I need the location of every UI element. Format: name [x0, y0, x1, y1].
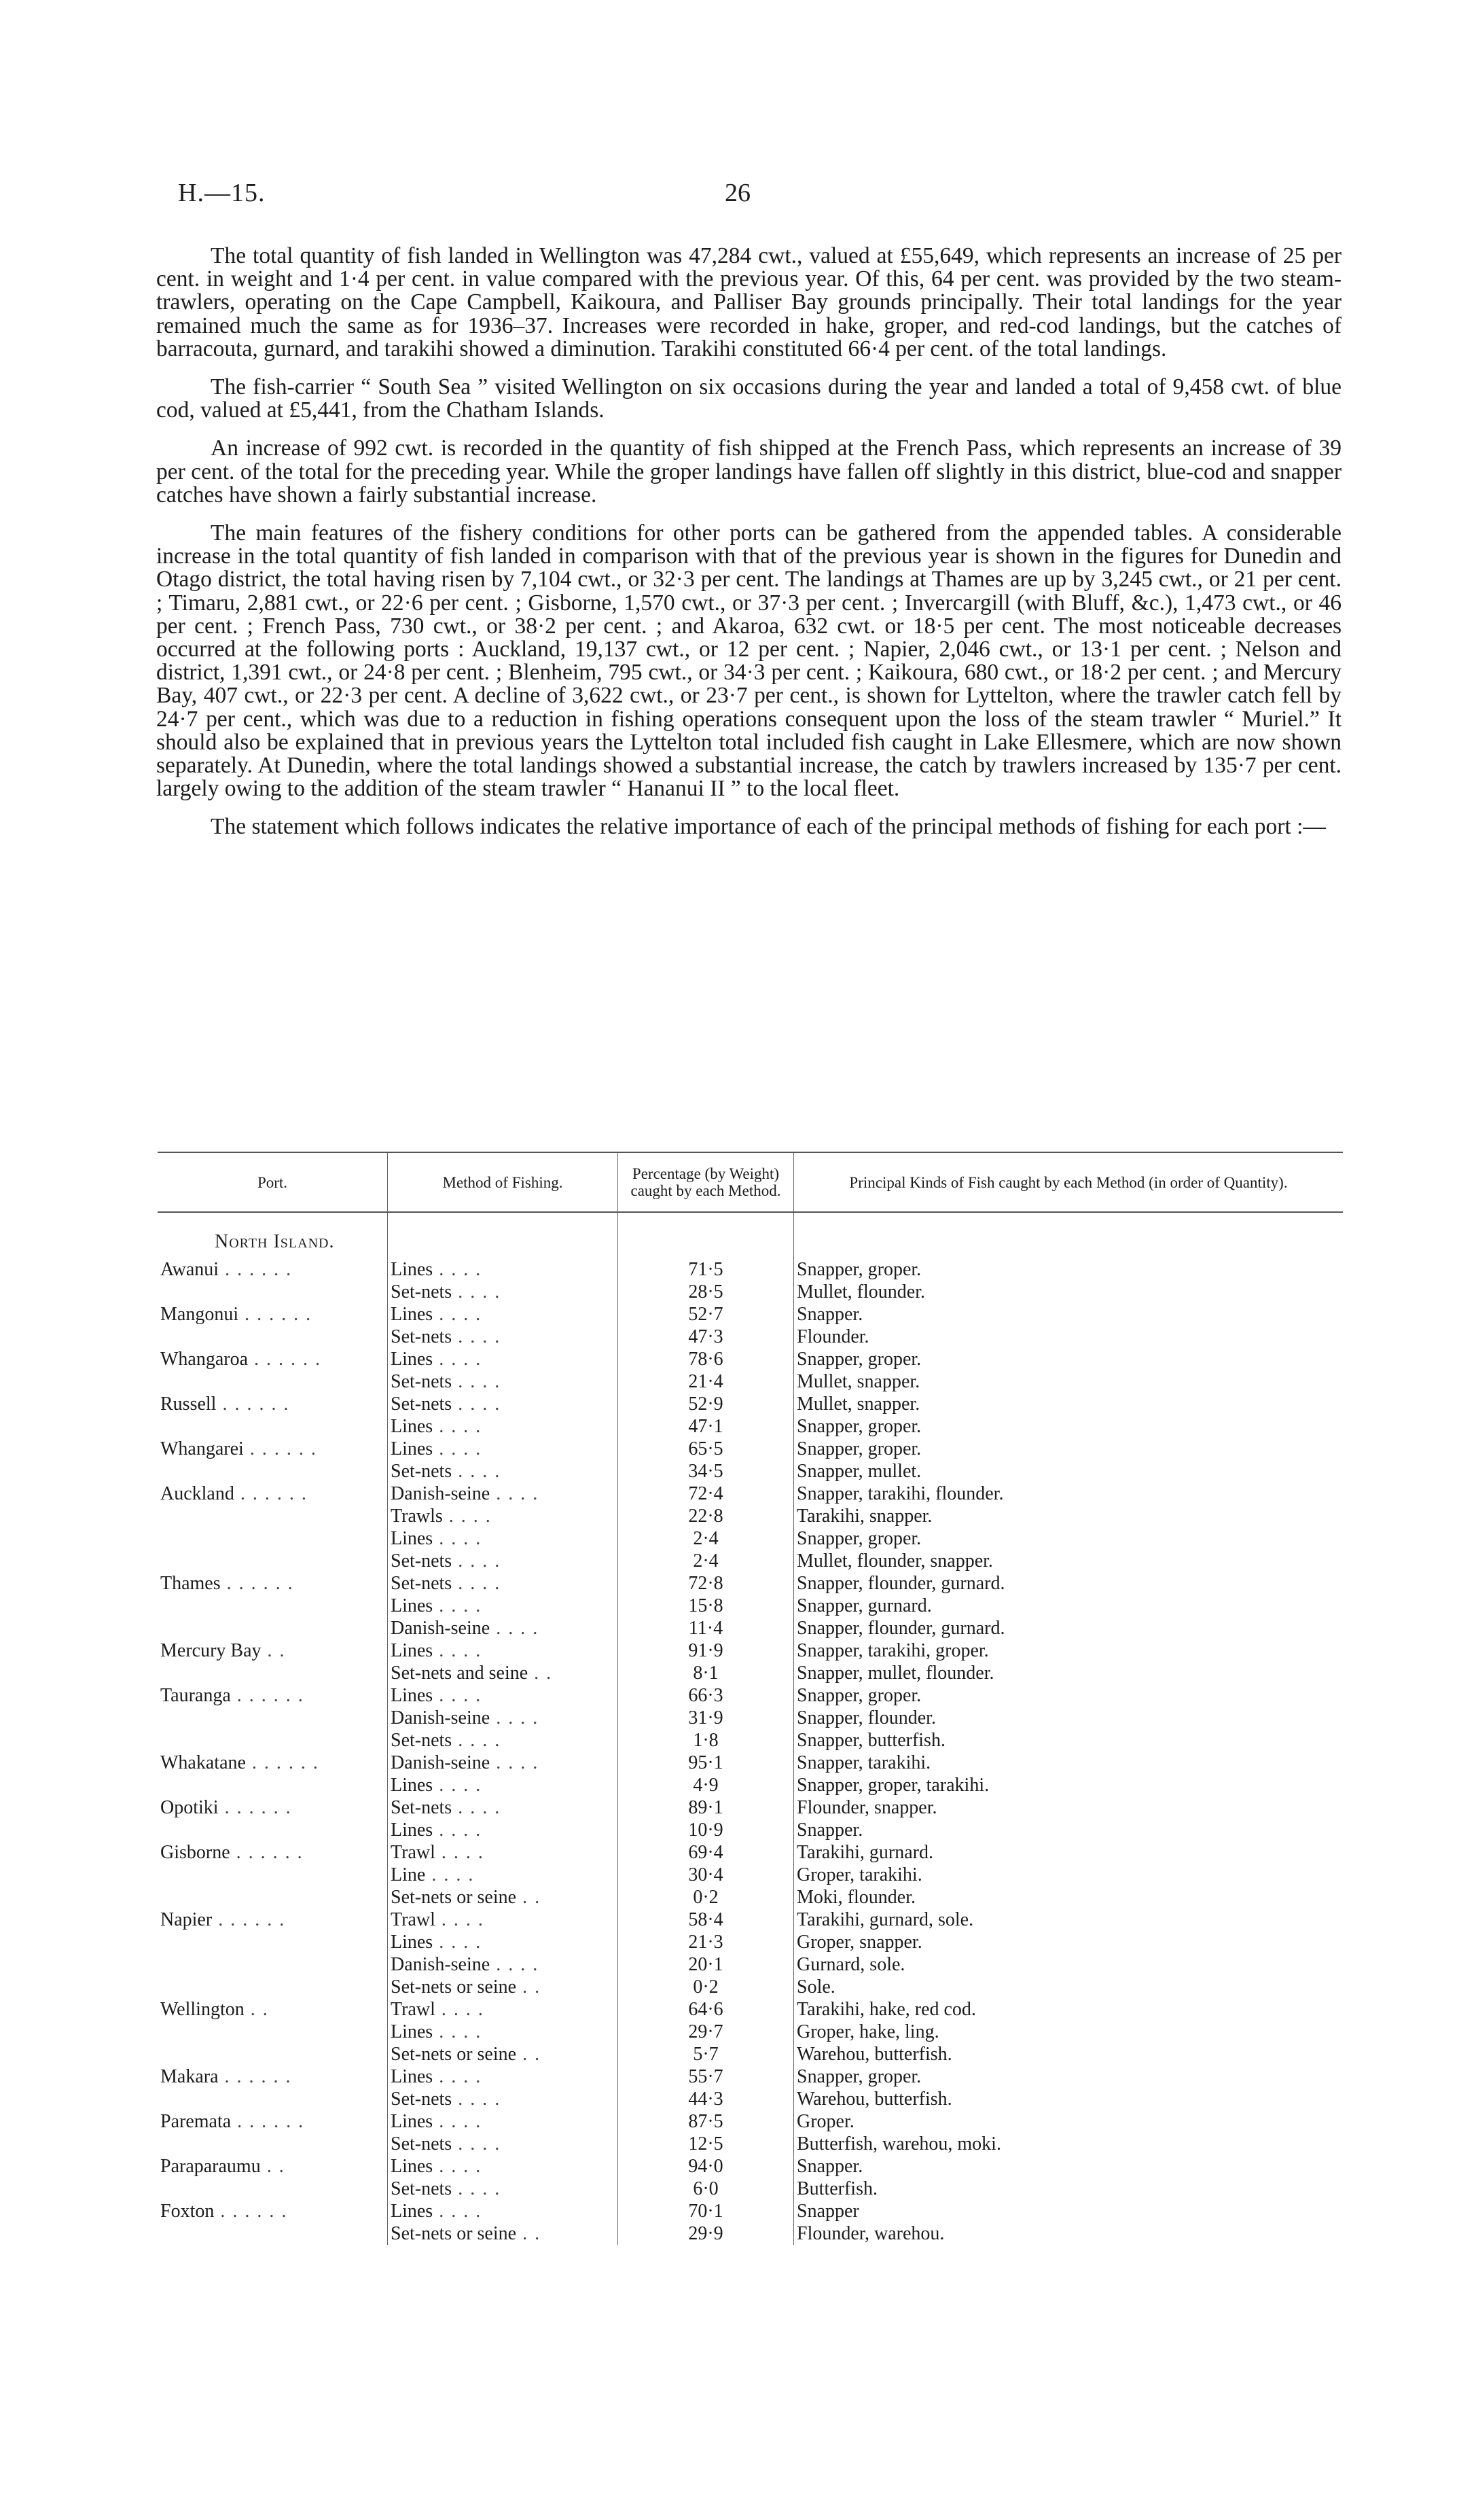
cell-method: Trawl [391, 1842, 435, 1863]
leader-dots: . . . . . . [230, 1842, 304, 1863]
table-row [158, 1595, 1343, 1617]
table-row [158, 2178, 1343, 2200]
cell-kinds: Snapper, groper. [794, 1527, 1344, 1550]
cell-method: Set-nets and seine [391, 1663, 528, 1684]
paragraph-other-ports: The main features of the fishery conditions for other ports can be gathered from the appended tables. A considerable increase in the total quantity of fish landed in comparison with that of the previous year is shown in the figures for Dunedin and Otago district, the total having risen by 7,104 cwt., or 32·3 per cent. The landings at Thames are up by 3,245 cwt., or 21 per cent. ; Timaru, 2,881 cwt., or 22·6 per cent. ; Gisborne, 1,570 cwt., or 37·3 per cent. ; Invercargill (with Bluff, &c.), 1,473 cwt., or 46 per cent. ; French Pass, 730 cwt., or 38·2 per cent. ; and Akaroa, 632 cwt. or 18·5 per cent. The most noticeable decreases occurred at the following ports : Auckland, 19,137 cwt., or 12 per cent. ; Napier, 2,046 cwt., or 13·1 per cent. ; Nelson and district, 1,391 cwt., or 24·8 per cent. ; Blenheim, 795 cwt., or 34·3 per cent. ; Kaikoura, 680 cwt., or 18·2 per cent. ; and Mercury Bay, 407 cwt., or 22·3 per cent. A decline of 3,622 cwt., or 23·7 per cent., is shown for Lyttelton, where the trawler catch fell by 24·7 per cent., which was due to a reduction in fishing operations consequent upon the loss of the steam trawler “ Muriel.” It should also be explained that in previous years the Lyttelton total included fish caught in Lake Ellesmere, which are now shown separately. At Dunedin, where the total landings showed a substantial increase, the catch by trawlers increased by 135·7 per cent. largely owing to the addition of the steam trawler “ Hananui II ” to the local fleet. [156, 520, 1342, 802]
paragraph-south-sea: The fish-carrier “ South Sea ” visited Wellington on six occasions during the year and landed a total of 9,458 cwt. of blue cod, valued at £5,441, from the Chatham Islands. [156, 374, 1342, 423]
cell-kinds: Snapper, groper. [794, 1415, 1344, 1438]
cell-percentage: 55·7 [618, 2065, 794, 2088]
cell-method: Lines [391, 1349, 433, 1370]
cell-percentage: 21·4 [618, 1370, 794, 1393]
leader-dots: . . . . [452, 1797, 501, 1818]
cell-kinds: Snapper. [794, 2155, 1344, 2178]
cell-percentage: 64·6 [618, 1998, 794, 2021]
cell-percentage: 44·3 [618, 2088, 794, 2110]
cell-method: Lines [391, 1685, 433, 1706]
table-row [158, 2110, 1343, 2133]
cell-percentage: 11·4 [618, 1617, 794, 1639]
cell-method: Lines [391, 2021, 433, 2042]
cell-kinds: Warehou, butterfish. [794, 2043, 1344, 2065]
cell-method: Lines [391, 2111, 433, 2132]
leader-dots: . . . . [452, 1394, 501, 1415]
leader-dots: . . [516, 2223, 541, 2244]
table-header-row [158, 1152, 1343, 1212]
cell-method: Trawls [391, 1506, 443, 1527]
leader-dots: . . . . [433, 1349, 482, 1370]
leader-dots: . . . . [433, 1595, 482, 1616]
cell-percentage: 52·7 [618, 1303, 794, 1326]
paragraph-french-pass: An increase of 992 cwt. is recorded in the quantity of fish shipped at the French Pass, which represents an increase of 39 per cent. of the total for the preceding year. While the groper landings have fallen off slightly in this district, blue-cod and snapper catches have shown a fairly substantial increase. [156, 436, 1342, 508]
cell-port: Napier [160, 1909, 213, 1930]
cell-method: Set-nets [391, 1394, 452, 1415]
cell-method: Lines [391, 1438, 433, 1459]
table-row [158, 1617, 1343, 1639]
cell-port: Paremata [160, 2111, 232, 2132]
leader-dots: . . . . [433, 2201, 482, 2222]
leader-dots: . . . . [425, 1864, 475, 1885]
cell-kinds: Snapper, gurnard. [794, 1595, 1344, 1617]
cell-kinds: Snapper, groper. [794, 2065, 1344, 2088]
cell-percentage: 91·9 [618, 1639, 794, 1662]
cell-method: Set-nets [391, 1461, 452, 1482]
cell-method: Set-nets [391, 2178, 452, 2199]
leader-dots: . . . . . . [212, 1909, 286, 1930]
cell-kinds: Tarakihi, snapper. [794, 1505, 1344, 1527]
cell-port: Opotiki [160, 1797, 219, 1818]
leader-dots: . . . . [433, 1259, 482, 1280]
cell-percentage: 47·3 [618, 1326, 794, 1348]
leader-dots: . . . . [433, 2156, 482, 2177]
cell-port: Wellington [160, 1999, 245, 2020]
cell-method: Lines [391, 2156, 433, 2177]
table-row [158, 1774, 1343, 1796]
cell-percentage: 29·9 [618, 2222, 794, 2245]
leader-dots: . . [244, 1999, 269, 2020]
leader-dots: . . . . . . [214, 2201, 288, 2222]
cell-percentage: 31·9 [618, 1707, 794, 1729]
cell-method: Set-nets or seine [391, 1976, 517, 1998]
leader-dots: . . . . . . [245, 1752, 319, 1773]
cell-method: Set-nets [391, 1281, 452, 1302]
table-row [158, 1326, 1343, 1348]
cell-port: Whangaroa [160, 1349, 249, 1370]
cell-method: Lines [391, 2066, 433, 2087]
leader-dots: . . . . [433, 1685, 482, 1706]
cell-kinds: Butterfish. [794, 2178, 1344, 2200]
leader-dots: . . [260, 2156, 285, 2177]
cell-percentage: 0·2 [618, 1976, 794, 1998]
leader-dots: . . . . . . [234, 1483, 308, 1504]
cell-port: Awanui [160, 1259, 219, 1280]
document-reference: H.—15. [178, 179, 266, 207]
table-row [158, 1415, 1343, 1438]
cell-port: Makara [160, 2066, 219, 2087]
table-row [158, 1752, 1343, 1774]
column-header-method: Method of Fishing. [388, 1152, 618, 1212]
leader-dots: . . . . [433, 1820, 482, 1841]
cell-percentage: 95·1 [618, 1752, 794, 1774]
table-row [158, 1483, 1343, 1505]
leader-dots: . . . . [490, 1707, 539, 1728]
cell-port: Gisborne [160, 1842, 230, 1863]
table-row [158, 1819, 1343, 1841]
cell-kinds: Snapper, groper. [794, 1438, 1344, 1460]
leader-dots: . . . . [452, 2133, 501, 2154]
cell-method: Lines [391, 1595, 433, 1616]
table-row [158, 2043, 1343, 2065]
cell-port: Whakatane [160, 1752, 246, 1773]
cell-kinds: Groper. [794, 2110, 1344, 2133]
cell-percentage: 72·4 [618, 1483, 794, 1505]
cell-percentage: 66·3 [618, 1684, 794, 1707]
leader-dots: . . . . [452, 1326, 501, 1347]
leader-dots: . . . . [433, 2066, 482, 2087]
table-row [158, 2222, 1343, 2245]
cell-port: Russell [160, 1394, 217, 1415]
column-header-port: Port. [158, 1152, 388, 1212]
leader-dots: . . . . . . [219, 1259, 293, 1280]
table-row [158, 1303, 1343, 1326]
cell-percentage: 8·1 [618, 1662, 794, 1684]
cell-percentage: 69·4 [618, 1841, 794, 1864]
leader-dots: . . . . . . [231, 2111, 305, 2132]
cell-method: Lines [391, 1304, 433, 1325]
cell-kinds: Warehou, butterfish. [794, 2088, 1344, 2110]
leader-dots: . . . . . . [220, 1573, 294, 1594]
table-row [158, 2133, 1343, 2155]
leader-dots: . . . . [433, 1528, 482, 1549]
cell-method: Danish-seine [391, 1618, 490, 1639]
cell-method: Line [391, 1864, 426, 1885]
cell-percentage: 89·1 [618, 1796, 794, 1819]
table-row [158, 1707, 1343, 1729]
cell-kinds: Tarakihi, hake, red cod. [794, 1998, 1344, 2021]
table-row [158, 1684, 1343, 1707]
cell-kinds: Mullet, flounder. [794, 1281, 1344, 1303]
cell-kinds: Snapper, groper. [794, 1258, 1344, 1281]
table-row [158, 1393, 1343, 1415]
cell-percentage: 52·9 [618, 1393, 794, 1415]
cell-percentage: 70·1 [618, 2200, 794, 2222]
cell-kinds: Flounder. [794, 1326, 1344, 1348]
table-row [158, 1976, 1343, 1998]
cell-percentage: 12·5 [618, 2133, 794, 2155]
cell-percentage: 21·3 [618, 1931, 794, 1953]
cell-method: Set-nets [391, 1730, 452, 1751]
cell-kinds: Mullet, snapper. [794, 1370, 1344, 1393]
leader-dots: . . . . [452, 1573, 501, 1594]
leader-dots: . . . . [433, 1932, 482, 1953]
cell-port: Paraparaumu [160, 2156, 261, 2177]
cell-port: Tauranga [160, 1685, 231, 1706]
table-row [158, 1348, 1343, 1370]
cell-kinds: Snapper, tarakihi, groper. [794, 1639, 1344, 1662]
cell-percentage: 71·5 [618, 1258, 794, 1281]
table-row [158, 1505, 1343, 1527]
leader-dots: . . . . . . [216, 1394, 290, 1415]
leader-dots: . . [528, 1663, 553, 1684]
leader-dots: . . [516, 1976, 541, 1998]
table-row [158, 2200, 1343, 2222]
table-row [158, 1998, 1343, 2021]
leader-dots: . . . . . . [238, 1304, 312, 1325]
cell-port: Whangarei [160, 1438, 244, 1459]
leader-dots: . . . . [452, 1371, 501, 1392]
cell-kinds: Snapper, groper. [794, 1684, 1344, 1707]
leader-dots: . . . . . . [248, 1349, 322, 1370]
cell-percentage: 4·9 [618, 1774, 794, 1796]
leader-dots: . . . . [433, 2111, 482, 2132]
table-row [158, 1370, 1343, 1393]
leader-dots: . . . . . . [218, 1797, 292, 1818]
leader-dots: . . . . [452, 2089, 501, 2110]
cell-method: Set-nets [391, 1550, 452, 1572]
cell-percentage: 58·4 [618, 1909, 794, 1931]
cell-kinds: Mullet, snapper. [794, 1393, 1344, 1415]
cell-kinds: Groper, snapper. [794, 1931, 1344, 1953]
cell-percentage: 72·8 [618, 1572, 794, 1595]
leader-dots: . . . . [433, 2021, 482, 2042]
leader-dots: . . . . [435, 1999, 484, 2020]
leader-dots: . . . . [490, 1752, 539, 1773]
cell-kinds: Groper, tarakihi. [794, 1864, 1344, 1886]
table-body [158, 1212, 1343, 2245]
cell-percentage: 5·7 [618, 2043, 794, 2065]
cell-port: Mangonui [160, 1304, 239, 1325]
cell-kinds: Snapper, tarakihi. [794, 1752, 1344, 1774]
cell-percentage: 10·9 [618, 1819, 794, 1841]
cell-percentage: 30·4 [618, 1864, 794, 1886]
leader-dots: . . . . [435, 1842, 484, 1863]
leader-dots: . . . . [433, 1640, 482, 1661]
cell-kinds: Flounder, warehou. [794, 2222, 1344, 2245]
cell-kinds: Moki, flounder. [794, 1886, 1344, 1909]
leader-dots: . . . . [490, 1618, 539, 1639]
table-row [158, 2021, 1343, 2043]
leader-dots: . . . . . . [230, 1685, 304, 1706]
cell-method: Set-nets [391, 1326, 452, 1347]
cell-percentage: 0·2 [618, 1886, 794, 1909]
table-row [158, 1281, 1343, 1303]
cell-kinds: Tarakihi, gurnard, sole. [794, 1909, 1344, 1931]
leader-dots: . . . . [490, 1483, 539, 1504]
cell-kinds: Snapper, butterfish. [794, 1729, 1344, 1752]
leader-dots: . . . . . . [218, 2066, 292, 2087]
leader-dots: . . . . . . [243, 1438, 317, 1459]
cell-kinds: Snapper. [794, 1303, 1344, 1326]
leader-dots: . . . . [433, 1438, 482, 1459]
table-row [158, 1729, 1343, 1752]
cell-method: Lines [391, 1528, 433, 1549]
table-row [158, 1796, 1343, 1819]
leader-dots: . . [261, 1640, 286, 1661]
cell-kinds: Snapper, groper, tarakihi. [794, 1774, 1344, 1796]
cell-method: Set-nets [391, 1371, 452, 1392]
cell-method: Lines [391, 1820, 433, 1841]
cell-method: Lines [391, 1932, 433, 1953]
page-number: 26 [725, 179, 751, 207]
leader-dots: . . [516, 1887, 541, 1908]
table-row [158, 1953, 1343, 1976]
table-row [158, 1550, 1343, 1572]
paragraph-wellington-landings: The total quantity of fish landed in Wellington was 47,284 cwt., valued at £55,649, which represents an increase of 25 per cent. in weight and 1·4 per cent. in value compared with the previous year. Of this, 64 per cent. was provided by the two steam-trawlers, operating on the Cape Campbell, Kaikoura, and Palliser Bay grounds principally. Their total landings for the year remained much the same as for 1936–37. Increases were recorded in hake, groper, and red-cod landings, but the catches of barracouta, gurnard, and tarakihi showed a diminution. Tarakihi constituted 66·4 per cent. of the total landings. [156, 243, 1342, 361]
cell-method: Lines [391, 1416, 433, 1437]
leader-dots: . . . . [452, 2178, 501, 2199]
table-row [158, 1864, 1343, 1886]
leader-dots: . . . . [452, 1550, 501, 1572]
page-header [178, 178, 1333, 219]
cell-kinds: Snapper, tarakihi, flounder. [794, 1483, 1344, 1505]
table-row [158, 1438, 1343, 1460]
paragraph-statement-intro: The statement which follows indicates the relative importance of each of the principal methods of fishing for each port :— [211, 814, 1326, 840]
table-row [158, 1931, 1343, 1953]
cell-percentage: 65·5 [618, 1438, 794, 1460]
table-row [158, 1841, 1343, 1864]
cell-kinds: Snapper, flounder, gurnard. [794, 1572, 1344, 1595]
leader-dots: . . . . [433, 1775, 482, 1796]
table-row [158, 2065, 1343, 2088]
cell-percentage: 28·5 [618, 1281, 794, 1303]
cell-method: Set-nets [391, 1797, 452, 1818]
cell-percentage: 2·4 [618, 1527, 794, 1550]
leader-dots: . . . . [452, 1730, 501, 1751]
cell-method: Set-nets or seine [391, 1887, 517, 1908]
cell-kinds: Snapper, mullet, flounder. [794, 1662, 1344, 1684]
cell-method: Set-nets [391, 1573, 452, 1594]
cell-port: Mercury Bay [160, 1640, 262, 1661]
cell-percentage: 6·0 [618, 2178, 794, 2200]
cell-percentage: 94·0 [618, 2155, 794, 2178]
cell-method: Lines [391, 2201, 433, 2222]
cell-port: Auckland [160, 1483, 234, 1504]
cell-kinds: Gurnard, sole. [794, 1953, 1344, 1976]
cell-percentage: 20·1 [618, 1953, 794, 1976]
fishing-methods-table [158, 1152, 1343, 2245]
section-row [158, 1212, 1343, 1258]
table-row [158, 1572, 1343, 1595]
table-row [158, 1909, 1343, 1931]
cell-percentage: 1·8 [618, 1729, 794, 1752]
table-row [158, 1886, 1343, 1909]
cell-kinds: Mullet, flounder, snapper. [794, 1550, 1344, 1572]
cell-percentage: 78·6 [618, 1348, 794, 1370]
cell-kinds: Snapper. [794, 1819, 1344, 1841]
cell-percentage: 87·5 [618, 2110, 794, 2133]
leader-dots: . . . . [490, 1954, 539, 1975]
leader-dots: . . . . [435, 1909, 484, 1930]
cell-kinds: Tarakihi, gurnard. [794, 1841, 1344, 1864]
section-title: North Island. [215, 1231, 335, 1252]
table-row [158, 1662, 1343, 1684]
table-row [158, 1460, 1343, 1483]
cell-kinds: Butterfish, warehou, moki. [794, 2133, 1344, 2155]
cell-percentage: 29·7 [618, 2021, 794, 2043]
cell-percentage: 2·4 [618, 1550, 794, 1572]
cell-kinds: Snapper, flounder. [794, 1707, 1344, 1729]
table-row [158, 1527, 1343, 1550]
cell-kinds: Sole. [794, 1976, 1344, 1998]
leader-dots: . . [516, 2044, 541, 2065]
table-row [158, 1639, 1343, 1662]
cell-percentage: 15·8 [618, 1595, 794, 1617]
leader-dots: . . . . [433, 1304, 482, 1325]
cell-method: Set-nets or seine [391, 2223, 517, 2244]
column-header-percentage: Percentage (by Weight) caught by each Method. [618, 1152, 794, 1212]
cell-method: Danish-seine [391, 1954, 490, 1975]
leader-dots: . . . . [433, 1416, 482, 1437]
table-row [158, 2088, 1343, 2110]
cell-percentage: 22·8 [618, 1505, 794, 1527]
body-text [156, 245, 1342, 854]
cell-method: Set-nets or seine [391, 2044, 517, 2065]
cell-percentage: 34·5 [618, 1460, 794, 1483]
cell-kinds: Flounder, snapper. [794, 1796, 1344, 1819]
cell-method: Set-nets [391, 2089, 452, 2110]
cell-kinds: Snapper, groper. [794, 1348, 1344, 1370]
cell-method: Danish-seine [391, 1483, 490, 1504]
cell-kinds: Snapper, flounder, gurnard. [794, 1617, 1344, 1639]
leader-dots: . . . . [452, 1281, 501, 1302]
cell-port: Foxton [160, 2201, 215, 2222]
cell-method: Danish-seine [391, 1707, 490, 1728]
cell-method: Trawl [391, 1909, 435, 1930]
cell-method: Lines [391, 1640, 433, 1661]
cell-kinds: Groper, hake, ling. [794, 2021, 1344, 2043]
cell-method: Lines [391, 1775, 433, 1796]
column-header-kinds: Principal Kinds of Fish caught by each Method (in order of Quantity). [794, 1152, 1344, 1212]
cell-method: Trawl [391, 1999, 435, 2020]
leader-dots: . . . . [452, 1461, 501, 1482]
cell-percentage: 47·1 [618, 1415, 794, 1438]
table-row [158, 2155, 1343, 2178]
cell-port: Thames [160, 1573, 221, 1594]
leader-dots: . . . . [442, 1506, 492, 1527]
cell-kinds: Snapper [794, 2200, 1344, 2222]
cell-method: Lines [391, 1259, 433, 1280]
cell-method: Set-nets [391, 2133, 452, 2154]
table-row [158, 1258, 1343, 1281]
cell-kinds: Snapper, mullet. [794, 1460, 1344, 1483]
cell-method: Danish-seine [391, 1752, 490, 1773]
